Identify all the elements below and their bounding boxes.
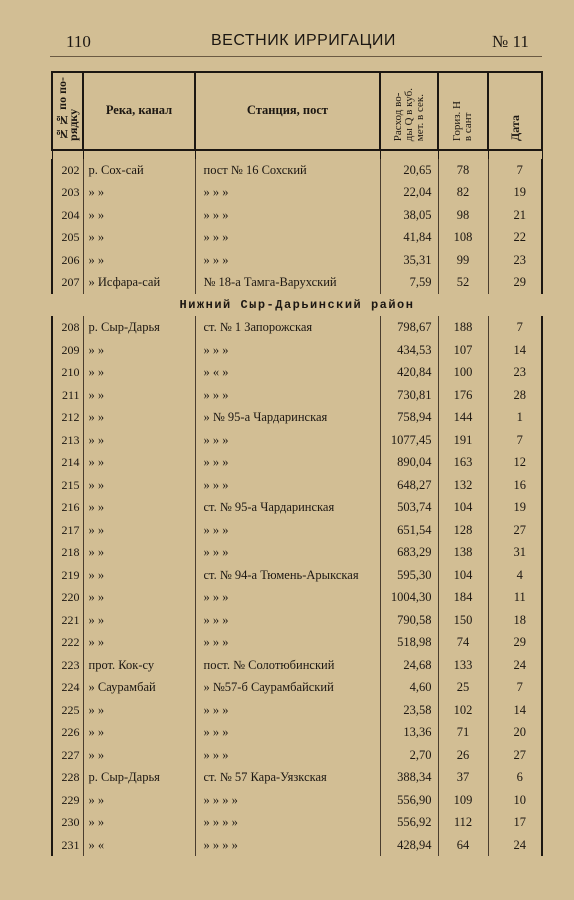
river-cell: » » xyxy=(83,789,195,812)
level-cell: 71 xyxy=(438,721,488,744)
level-cell: 109 xyxy=(438,789,488,812)
row-number: 216 xyxy=(52,496,83,519)
discharge-cell: 683,29 xyxy=(380,541,438,564)
discharge-cell: 41,84 xyxy=(380,226,438,249)
row-number: 218 xyxy=(52,541,83,564)
station-cell: ст. № 94-а Тюмень-Арыкская xyxy=(195,564,380,587)
discharge-cell: 35,31 xyxy=(380,249,438,272)
row-number: 213 xyxy=(52,429,83,452)
col-header-river: Река, канал xyxy=(83,72,195,150)
date-cell: 29 xyxy=(488,631,542,654)
table-row xyxy=(52,384,542,407)
table-row xyxy=(52,496,542,519)
level-cell: 138 xyxy=(438,541,488,564)
discharge-cell: 22,04 xyxy=(380,181,438,204)
row-number: 211 xyxy=(52,384,83,407)
row-number: 220 xyxy=(52,586,83,609)
discharge-cell: 890,04 xyxy=(380,451,438,474)
station-cell: » » » xyxy=(195,429,380,452)
date-cell: 17 xyxy=(488,811,542,834)
river-cell: » » xyxy=(83,339,195,362)
table-row xyxy=(52,429,542,452)
station-cell: » » » xyxy=(195,226,380,249)
row-number: 202 xyxy=(52,159,83,182)
station-cell: » » » xyxy=(195,699,380,722)
level-cell: 64 xyxy=(438,834,488,857)
row-number: 214 xyxy=(52,451,83,474)
row-number: 208 xyxy=(52,316,83,339)
discharge-cell: 758,94 xyxy=(380,406,438,429)
level-cell: 191 xyxy=(438,429,488,452)
station-cell: » » » xyxy=(195,339,380,362)
discharge-cell: 556,92 xyxy=(380,811,438,834)
date-cell: 7 xyxy=(488,316,542,339)
row-number: 224 xyxy=(52,676,83,699)
table-row xyxy=(52,586,542,609)
date-cell: 14 xyxy=(488,699,542,722)
river-cell: » » xyxy=(83,451,195,474)
level-cell: 132 xyxy=(438,474,488,497)
river-cell: » Саурамбай xyxy=(83,676,195,699)
station-cell: » » » » xyxy=(195,834,380,857)
date-cell: 4 xyxy=(488,564,542,587)
river-cell: » » xyxy=(83,204,195,227)
date-cell: 23 xyxy=(488,249,542,272)
station-cell: ст. № 1 Запорожская xyxy=(195,316,380,339)
level-cell: 144 xyxy=(438,406,488,429)
river-cell: » » xyxy=(83,519,195,542)
date-cell: 19 xyxy=(488,496,542,519)
level-cell: 25 xyxy=(438,676,488,699)
row-number: 222 xyxy=(52,631,83,654)
discharge-cell: 595,30 xyxy=(380,564,438,587)
journal-title: ВЕСТНИК ИРРИГАЦИИ xyxy=(211,32,396,49)
header-rule xyxy=(50,56,542,57)
discharge-cell: 420,84 xyxy=(380,361,438,384)
date-cell: 21 xyxy=(488,204,542,227)
river-cell: » » xyxy=(83,226,195,249)
table-row xyxy=(52,654,542,677)
date-cell: 27 xyxy=(488,744,542,767)
river-cell: » » xyxy=(83,744,195,767)
row-number: 223 xyxy=(52,654,83,677)
date-cell: 19 xyxy=(488,181,542,204)
row-number: 217 xyxy=(52,519,83,542)
station-cell: » » » xyxy=(195,474,380,497)
discharge-cell: 38,05 xyxy=(380,204,438,227)
station-cell: » » » xyxy=(195,721,380,744)
station-cell: пост № 16 Сохский xyxy=(195,159,380,182)
table-row xyxy=(52,834,542,857)
discharge-cell: 428,94 xyxy=(380,834,438,857)
table-row xyxy=(52,204,542,227)
river-cell: р. Сох-сай xyxy=(83,159,195,182)
row-number: 226 xyxy=(52,721,83,744)
col-header-date: Дата xyxy=(488,72,542,150)
date-cell: 23 xyxy=(488,361,542,384)
date-cell: 31 xyxy=(488,541,542,564)
section-header-row xyxy=(52,294,542,317)
discharge-cell: 798,67 xyxy=(380,316,438,339)
level-cell: 176 xyxy=(438,384,488,407)
river-cell: » » xyxy=(83,721,195,744)
level-cell: 100 xyxy=(438,361,488,384)
table-row xyxy=(52,451,542,474)
river-cell: » » xyxy=(83,609,195,632)
station-cell: » » » xyxy=(195,519,380,542)
river-cell: » » xyxy=(83,586,195,609)
date-cell: 7 xyxy=(488,676,542,699)
river-cell: » » xyxy=(83,384,195,407)
level-cell: 107 xyxy=(438,339,488,362)
discharge-cell: 651,54 xyxy=(380,519,438,542)
row-number: 219 xyxy=(52,564,83,587)
table-row xyxy=(52,811,542,834)
station-cell: № 18-а Тамга-Варухский xyxy=(195,271,380,294)
discharge-cell: 7,59 xyxy=(380,271,438,294)
discharge-cell: 556,90 xyxy=(380,789,438,812)
station-cell: » » » xyxy=(195,181,380,204)
river-cell: р. Сыр-Дарья xyxy=(83,316,195,339)
table-row xyxy=(52,474,542,497)
discharge-cell: 20,65 xyxy=(380,159,438,182)
table-row xyxy=(52,676,542,699)
date-cell: 22 xyxy=(488,226,542,249)
station-cell: » » » xyxy=(195,631,380,654)
station-cell: » » » xyxy=(195,586,380,609)
river-cell: » » xyxy=(83,249,195,272)
table-row xyxy=(52,249,542,272)
station-cell: » » » » xyxy=(195,811,380,834)
measurements-table xyxy=(51,71,543,856)
level-cell: 37 xyxy=(438,766,488,789)
row-number: 228 xyxy=(52,766,83,789)
table-row xyxy=(52,609,542,632)
row-number: 215 xyxy=(52,474,83,497)
table-row xyxy=(52,181,542,204)
table-row xyxy=(52,519,542,542)
station-cell: » » » xyxy=(195,541,380,564)
level-cell: 112 xyxy=(438,811,488,834)
river-cell: р. Сыр-Дарья xyxy=(83,766,195,789)
discharge-cell: 388,34 xyxy=(380,766,438,789)
date-cell: 24 xyxy=(488,834,542,857)
discharge-cell: 2,70 xyxy=(380,744,438,767)
level-cell: 150 xyxy=(438,609,488,632)
row-number: 204 xyxy=(52,204,83,227)
level-cell: 52 xyxy=(438,271,488,294)
discharge-cell: 518,98 xyxy=(380,631,438,654)
discharge-cell: 24,68 xyxy=(380,654,438,677)
station-cell: » №57-б Саурамбайский xyxy=(195,676,380,699)
river-cell: » Исфара-сай xyxy=(83,271,195,294)
station-cell: пост. № Солотюбинский xyxy=(195,654,380,677)
level-cell: 104 xyxy=(438,496,488,519)
row-number: 230 xyxy=(52,811,83,834)
table-row xyxy=(52,766,542,789)
date-cell: 27 xyxy=(488,519,542,542)
level-cell: 104 xyxy=(438,564,488,587)
row-number: 231 xyxy=(52,834,83,857)
date-cell: 10 xyxy=(488,789,542,812)
river-cell: прот. Кок-су xyxy=(83,654,195,677)
table-row xyxy=(52,631,542,654)
level-cell: 26 xyxy=(438,744,488,767)
station-cell: » « » xyxy=(195,361,380,384)
level-cell: 74 xyxy=(438,631,488,654)
col-header-level: Гориз. H в сант xyxy=(438,72,488,150)
level-cell: 108 xyxy=(438,226,488,249)
station-cell: » » » xyxy=(195,609,380,632)
date-cell: 28 xyxy=(488,384,542,407)
table-row xyxy=(52,226,542,249)
station-cell: ст. № 95-а Чардаринская xyxy=(195,496,380,519)
river-cell: » » xyxy=(83,631,195,654)
row-number: 206 xyxy=(52,249,83,272)
date-cell: 16 xyxy=(488,474,542,497)
date-cell: 7 xyxy=(488,159,542,182)
col-header-station: Станция, пост xyxy=(195,72,380,150)
row-number: 227 xyxy=(52,744,83,767)
row-number: 209 xyxy=(52,339,83,362)
date-cell: 18 xyxy=(488,609,542,632)
level-cell: 163 xyxy=(438,451,488,474)
river-cell: » « xyxy=(83,834,195,857)
station-cell: » » » xyxy=(195,249,380,272)
row-number: 207 xyxy=(52,271,83,294)
table-row xyxy=(52,699,542,722)
station-cell: ст. № 57 Кара-Уязкская xyxy=(195,766,380,789)
table-row xyxy=(52,564,542,587)
date-cell: 29 xyxy=(488,271,542,294)
level-cell: 128 xyxy=(438,519,488,542)
table-row xyxy=(52,271,542,294)
date-cell: 1 xyxy=(488,406,542,429)
river-cell: » » xyxy=(83,474,195,497)
table-row xyxy=(52,339,542,362)
station-cell: » » » xyxy=(195,204,380,227)
river-cell: » » xyxy=(83,429,195,452)
col-header-number: №№ по по- рядку xyxy=(52,72,83,150)
table-row xyxy=(52,406,542,429)
river-cell: » » xyxy=(83,361,195,384)
river-cell: » » xyxy=(83,181,195,204)
page-number: 110 xyxy=(66,32,91,51)
date-cell: 24 xyxy=(488,654,542,677)
discharge-cell: 503,74 xyxy=(380,496,438,519)
row-number: 203 xyxy=(52,181,83,204)
discharge-cell: 648,27 xyxy=(380,474,438,497)
station-cell: » » » xyxy=(195,744,380,767)
date-cell: 12 xyxy=(488,451,542,474)
date-cell: 11 xyxy=(488,586,542,609)
river-cell: » » xyxy=(83,406,195,429)
level-cell: 184 xyxy=(438,586,488,609)
river-cell: » » xyxy=(83,811,195,834)
table-row xyxy=(52,789,542,812)
river-cell: » » xyxy=(83,564,195,587)
row-number: 229 xyxy=(52,789,83,812)
discharge-cell: 1077,45 xyxy=(380,429,438,452)
level-cell: 98 xyxy=(438,204,488,227)
discharge-cell: 4,60 xyxy=(380,676,438,699)
table-row xyxy=(52,159,542,182)
station-cell: » № 95-а Чардаринская xyxy=(195,406,380,429)
discharge-cell: 434,53 xyxy=(380,339,438,362)
page-header xyxy=(0,32,574,56)
table-header-row xyxy=(52,72,542,150)
table-row xyxy=(52,744,542,767)
level-cell: 82 xyxy=(438,181,488,204)
river-cell: » » xyxy=(83,496,195,519)
issue-number: № 11 xyxy=(492,32,529,51)
river-cell: » » xyxy=(83,541,195,564)
date-cell: 20 xyxy=(488,721,542,744)
discharge-cell: 730,81 xyxy=(380,384,438,407)
section-title: Нижний Сыр-Дарьинский район xyxy=(179,298,415,313)
river-cell: » » xyxy=(83,699,195,722)
station-cell: » » » xyxy=(195,451,380,474)
row-number: 210 xyxy=(52,361,83,384)
date-cell: 7 xyxy=(488,429,542,452)
level-cell: 133 xyxy=(438,654,488,677)
table-row xyxy=(52,721,542,744)
level-cell: 78 xyxy=(438,159,488,182)
col-header-discharge: Расход во- ды Q в куб. мет. в сек. xyxy=(380,72,438,150)
discharge-cell: 1004,30 xyxy=(380,586,438,609)
level-cell: 102 xyxy=(438,699,488,722)
discharge-cell: 790,58 xyxy=(380,609,438,632)
row-number: 221 xyxy=(52,609,83,632)
discharge-cell: 23,58 xyxy=(380,699,438,722)
date-cell: 14 xyxy=(488,339,542,362)
table-row xyxy=(52,316,542,339)
row-number: 205 xyxy=(52,226,83,249)
discharge-cell: 13,36 xyxy=(380,721,438,744)
level-cell: 188 xyxy=(438,316,488,339)
table-row xyxy=(52,541,542,564)
row-number: 225 xyxy=(52,699,83,722)
level-cell: 99 xyxy=(438,249,488,272)
table-row xyxy=(52,361,542,384)
station-cell: » » » » xyxy=(195,789,380,812)
date-cell: 6 xyxy=(488,766,542,789)
station-cell: » » » xyxy=(195,384,380,407)
row-number: 212 xyxy=(52,406,83,429)
